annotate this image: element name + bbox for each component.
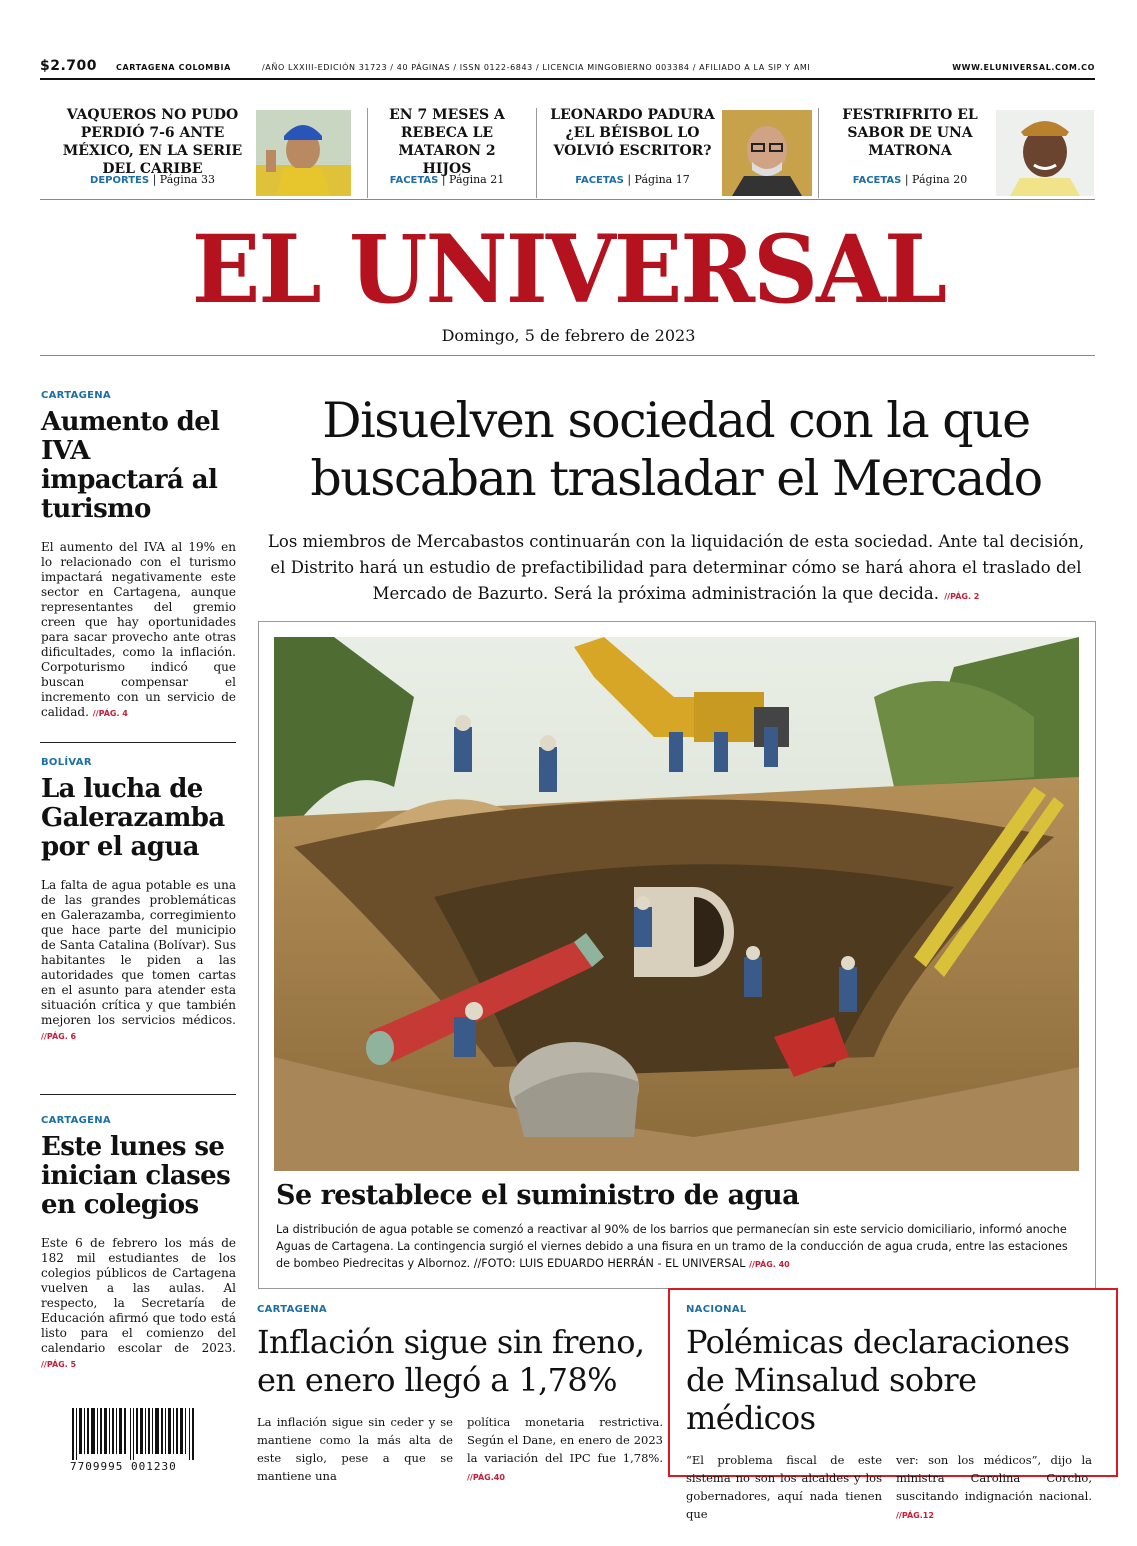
story-kicker: CARTAGENA [257,1304,327,1315]
price: $2.700 [40,58,98,74]
story-kicker: CARTAGENA [41,390,111,401]
masthead-logo: EL UNIVERSAL [191,214,946,326]
top-info-bar [40,58,1095,80]
story-headline: Inflación sigue sin freno, en enero llegó a 1,78% [257,1323,645,1399]
photo-caption: La distribución de agua potable se comenzó a reactivar al 90% de los barrios que permanecían sin este servicio domiciliario, informó anoche Aguas de Cartagena. La contingencia surgió el viernes debido a una fisura en un tramo de la conducción de agua cruda, entre las estaciones de bombeo Piedrecitas y Albornoz. //FOTO: LUIS EDUARDO HERRÁN - EL UNIVERSAL //PÁG. 40 [276,1223,1068,1270]
teaser-headline: LEONARDO PADURA ¿EL BÉISBOL LO VOLVIÓ ESCRITOR? [550,107,715,159]
divider [40,199,1095,200]
teaser-section: FACETAS | Página 17 [575,173,690,186]
divider [40,355,1095,356]
issue-date: Domingo, 5 de febrero de 2023 [441,326,696,345]
story-headline: La lucha de Galerazamba por el agua [41,774,225,862]
story-body: La falta de agua potable es una de las grandes problemáticas en Galerazamba, corregimiento que hace parte del municipio de Santa Catalina (Bolívar). Sus habitantes le piden a las autoridades que tomen cartas en el asunto para atender esta situación crítica y que también mejoren los servicios médicos. //PÁG. 6 [41,878,236,1041]
teaser-rebeca[interactable] [372,106,522,198]
divider [818,108,819,198]
story-kicker: BOLÍVAR [41,757,92,768]
teaser-headline: VAQUEROS NO PUDO PERDIÓ 7-6 ANTE MÉXICO, EN LA SERIE DEL CARIBE [62,107,243,177]
story-minsalud[interactable] [686,1304,1096,1525]
left-story-clases[interactable] [41,1115,236,1372]
divider [40,742,236,743]
story-body: El aumento del IVA al 19% en lo relacionado con el turismo impactará negativamente este sector en Cartagena, aunque representantes del gremio creen que hay oportunidades para sacar provecho ante otras dificultades, como la inflación. Corpoturismo indicó que buscan compensar el incremento con un servicio de calidad. //PÁG. 4 [41,540,236,719]
left-story-iva[interactable] [41,390,236,721]
story-body: La inflación sigue sin ceder y se mantiene como la más alta de este siglo, pese a que se mantiene una política monetaria restrictiva. Según el Dane, en enero de 2023 la variación del IPC fue 1,78%. //PÁG.40 [257,1415,663,1483]
main-photo-pipeline-repair[interactable] [274,637,1079,1171]
teaser-padura[interactable] [545,106,720,198]
story-kicker: NACIONAL [686,1304,747,1315]
barcode-number: 7709995 001230 [70,1460,177,1473]
story-body: “El problema fiscal de este sistema no son los alcaldes y los gobernadores, aquí nada tienen que ver: son los médicos”, dijo la ministra Carolina Corcho, suscitando indignación nacional. //PÁG.12 [686,1453,1092,1521]
teaser-festrifrito[interactable] [825,106,995,198]
story-inflation[interactable] [257,1304,667,1487]
teaser-section: FACETAS | Página 20 [852,173,968,186]
city: CARTAGENA COLOMBIA [116,63,231,72]
teaser-sports[interactable] [50,106,255,198]
teaser-photo-padura [722,110,812,196]
teaser-photo-baseball [256,110,351,196]
main-headline[interactable]: Disuelven sociedad con la que buscaban trasladar el Mercado [310,392,1042,507]
divider [367,108,368,198]
main-dek: Los miembros de Mercabastos continuarán con la liquidación de esta sociedad. Ante tal decisión, el Distrito hará un estudio de prefactibilidad para determinar cómo se hará ahora el traslado del Mercado de Bazurto. Será la próxima administración la que decida. //PÁG. 2 [267,532,1085,603]
teaser-headline: EN 7 MESES A REBECA LE MATARON 2 HIJOS [389,107,505,177]
edition-info: /AÑO LXXIII-EDICIÓN 31723 / 40 PÁGINAS / ISSN 0122-6843 / LICENCIA MINGOBIERNO 003384 / AFILIADO A LA SIP Y AMI [262,63,811,72]
divider [536,108,537,198]
story-body: Este 6 de febrero los más de 182 mil estudiantes de los colegios públicos de Cartagena vuelven a las aulas. Al respecto, la Secretaría de Educación afirmó que todo está listo para el comienzo del calendario escolar de 2023. //PÁG. 5 [41,1236,236,1369]
teaser-headline: FESTRIFRITO EL SABOR DE UNA MATRONA [842,107,978,159]
website-link[interactable]: WWW.ELUNIVERSAL.COM.CO [952,63,1095,72]
barcode [72,1408,196,1460]
teaser-section: DEPORTES | Página 33 [90,173,215,186]
story-headline: Polémicas declaraciones de Minsalud sobre médicos [686,1323,1070,1437]
story-headline: Este lunes se inician clases en colegios [41,1132,231,1220]
teaser-section: FACETAS | Página 21 [389,173,505,186]
left-story-galerazamba[interactable] [41,757,236,1044]
teaser-photo-matrona [996,110,1094,196]
photo-headline[interactable]: Se restablece el suministro de agua [276,1180,800,1211]
divider [40,1094,236,1095]
story-headline: Aumento del IVA impactará al turismo [41,407,220,524]
story-kicker: CARTAGENA [41,1115,111,1126]
